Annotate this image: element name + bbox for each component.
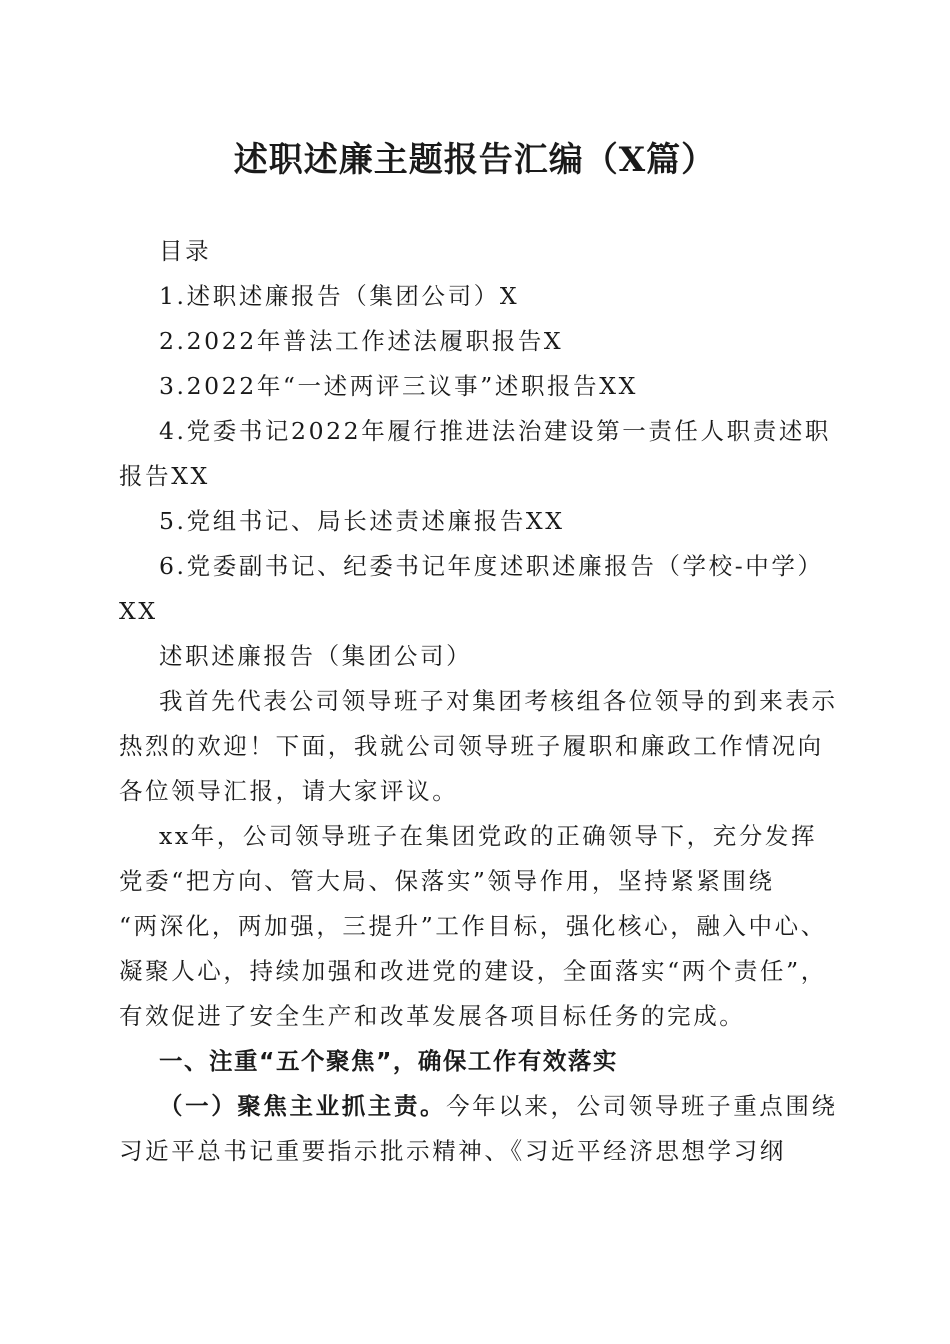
paragraph-1-line-2: 热烈的欢迎！下面，我就公司领导班子履职和廉政工作情况向 [119, 732, 824, 760]
paragraph-2-line-3: “两深化，两加强，三提升”工作目标，强化核心，融入中心、 [119, 912, 827, 940]
toc-item-5: 5.党组书记、局长述责述廉报告XX [159, 507, 565, 535]
heading-1: 一、注重“五个聚焦”，确保工作有效落实 [159, 1047, 618, 1075]
toc-heading: 目录 [159, 237, 212, 265]
paragraph-2-line-1: xx年，公司领导班子在集团党政的正确领导下，充分发挥 [159, 822, 818, 850]
section-title: 述职述廉报告（集团公司） [159, 642, 473, 670]
toc-item-6-continued: XX [119, 597, 158, 625]
toc-item-2: 2.2022年普法工作述法履职报告X [159, 327, 564, 355]
paragraph-3-line-2: 习近平总书记重要指示批示精神、《习近平经济思想学习纲 [119, 1137, 786, 1165]
paragraph-1-line-1: 我首先代表公司领导班子对集团考核组各位领导的到来表示 [159, 687, 838, 715]
paragraph-3-line-1 [119, 1090, 879, 1122]
paragraph-2-line-2: 党委“把方向、管大局、保落实”领导作用，坚持紧紧围绕 [119, 867, 775, 895]
toc-item-3: 3.2022年“一述两评三议事”述职报告XX [159, 372, 638, 400]
toc-item-6: 6.党委副书记、纪委书记年度述职述廉报告（学校-中学） [159, 552, 824, 580]
paragraph-3-lead: （一）聚焦主业抓主责。 [159, 1092, 447, 1120]
paragraph-2-line-4: 凝聚人心，持续加强和改进党的建设，全面落实“两个责任”， [119, 957, 827, 985]
paragraph-1-line-3: 各位领导汇报，请大家评议。 [119, 777, 459, 805]
paragraph-2-line-5: 有效促进了安全生产和改革发展各项目标任务的完成。 [119, 1002, 746, 1030]
toc-item-1: 1.述职述廉报告（集团公司）X [159, 282, 520, 310]
paragraph-3-rest: 今年以来，公司领导班子重点围绕 [446, 1092, 838, 1120]
toc-item-4: 4.党委书记2022年履行推进法治建设第一责任人职责述职 [159, 417, 832, 445]
toc-item-4-continued: 报告XX [119, 462, 210, 490]
document-title: 述职述廉主题报告汇编（X篇） [233, 140, 717, 180]
